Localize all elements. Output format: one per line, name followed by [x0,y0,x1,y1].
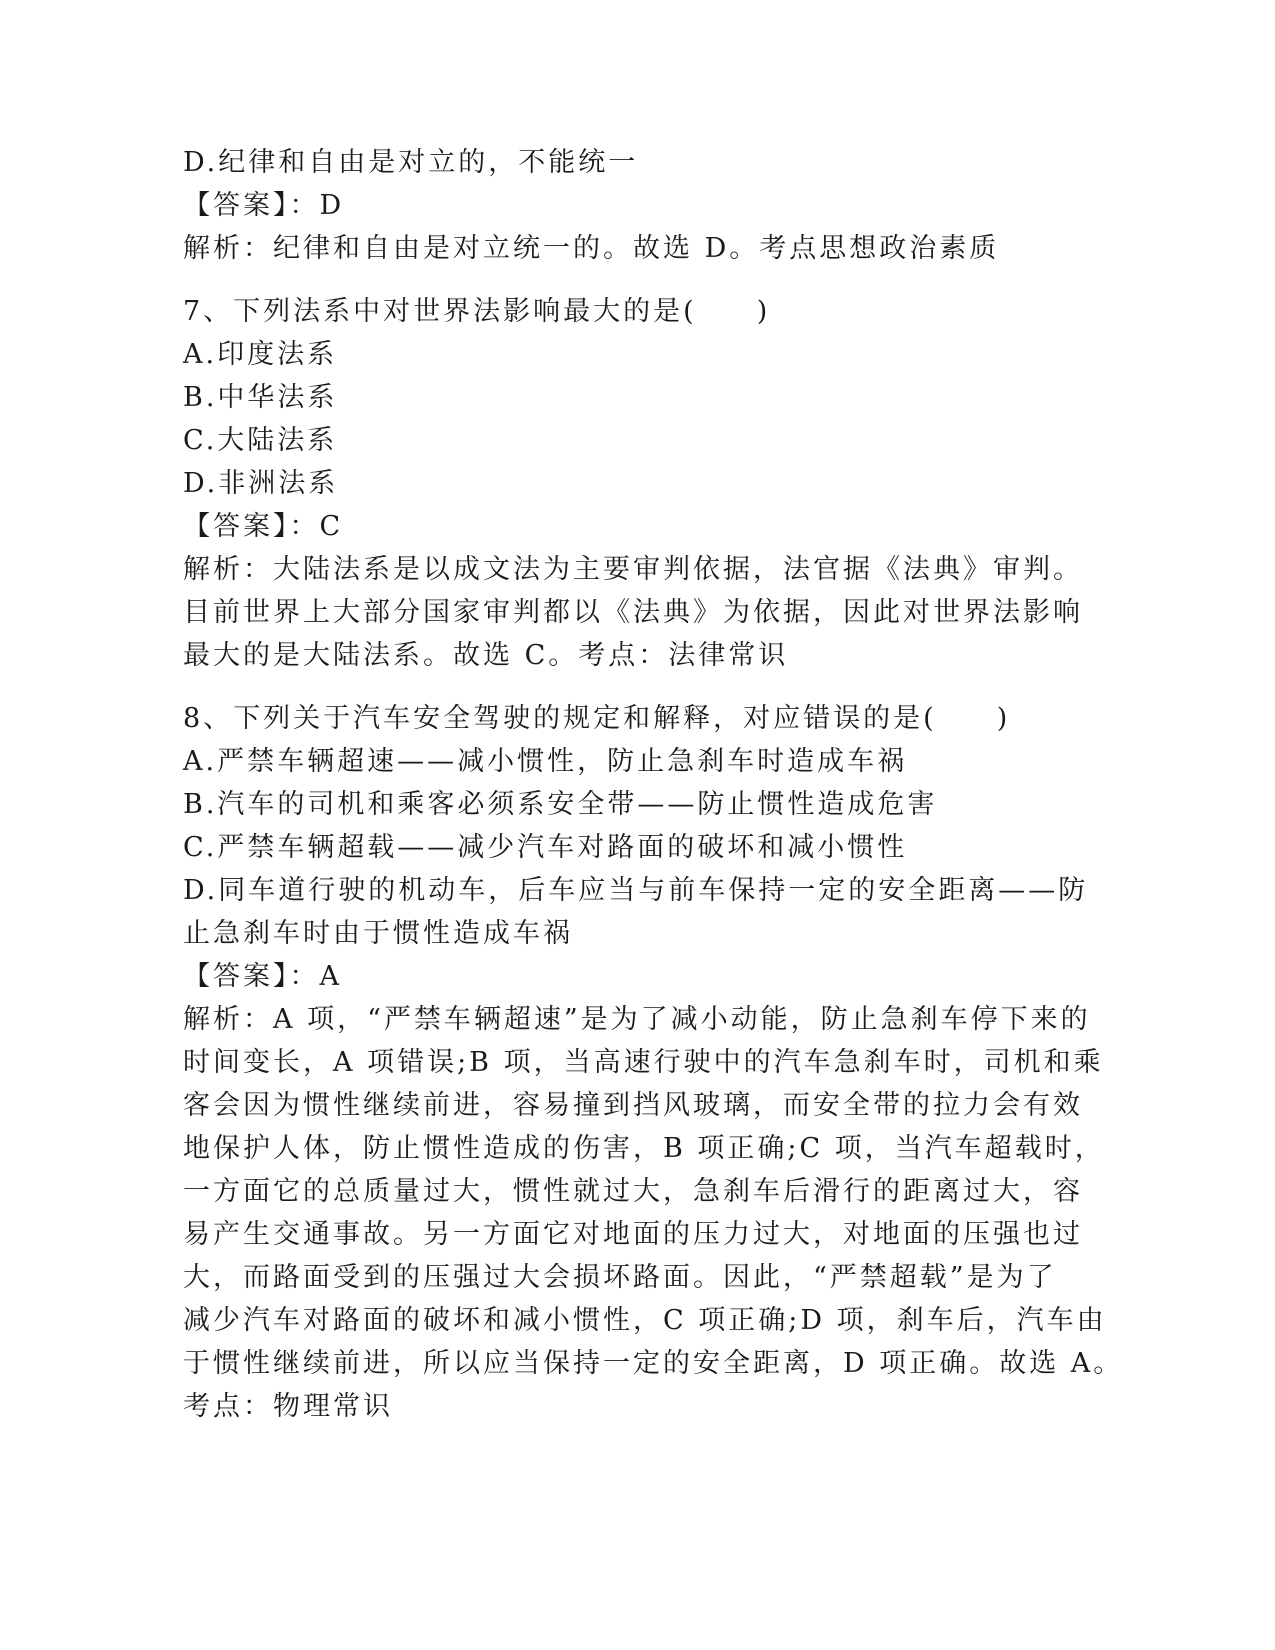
q8-analysis-line: 考点：物理常识 [183,1391,393,1422]
q7-option-c: C.大陆法系 [183,425,338,456]
q7-question: 7、下列法系中对世界法影响最大的是( ) [183,296,771,327]
q8-option-d [183,869,1089,955]
q8-analysis-line: 大，而路面受到的压强过大会损坏路面。因此，“严禁超载”是为了 [183,1262,1057,1293]
q6-answer: 【答案】：D [183,190,345,221]
q7-analysis-line: 解析：大陆法系是以成文法为主要审判依据，法官据《法典》审判。 [183,554,1083,585]
q8-analysis-line: 易产生交通事故。另一方面它对地面的压力过大，对地面的压强也过 [183,1219,1083,1250]
q8-option-d-line: D.同车道行驶的机动车，后车应当与前车保持一定的安全距离——防 [183,875,1089,906]
document-page [183,141,1124,1428]
q6-option-d: D.纪律和自由是对立的，不能统一 [183,147,639,178]
spacer [183,270,1063,290]
q8-option-b: B.汽车的司机和乘客必须系安全带——防止惯性造成危害 [183,789,938,820]
q8-analysis-line: 于惯性继续前进，所以应当保持一定的安全距离，D 项正确。故选 A。 [183,1348,1124,1379]
q8-analysis-line: 客会因为惯性继续前进，容易撞到挡风玻璃，而安全带的拉力会有效 [183,1090,1083,1121]
q7-analysis-line: 最大的是大陆法系。故选 C。考点：法律常识 [183,640,789,671]
q6-analysis: 解析：纪律和自由是对立统一的。故选 D。考点思想政治素质 [183,233,1000,264]
q8-question: 8、下列关于汽车安全驾驶的规定和解释，对应错误的是( ) [183,703,1011,734]
q8-option-a: A.严禁车辆超速——减小惯性，防止急刹车时造成车祸 [183,746,908,777]
q7-option-d: D.非洲法系 [183,468,339,499]
q7-option-a: A.印度法系 [183,339,338,370]
q7-option-b: B.中华法系 [183,382,338,413]
spacer [183,677,1063,697]
q7-analysis [183,548,1083,677]
q8-analysis-line: 解析：A 项，“严禁车辆超速”是为了减小动能，防止急刹车停下来的 [183,1004,1091,1035]
q8-option-d-line: 止急刹车时由于惯性造成车祸 [183,918,573,949]
q8-analysis-line: 地保护人体，防止惯性造成的伤害，B 项正确;C 项，当汽车超载时， [183,1133,1105,1164]
q8-analysis-line: 一方面它的总质量过大，惯性就过大，急刹车后滑行的距离过大，容 [183,1176,1083,1207]
q8-analysis [183,998,1124,1428]
q7-analysis-line: 目前世界上大部分国家审判都以《法典》为依据，因此对世界法影响 [183,597,1083,628]
q8-analysis-line: 减少汽车对路面的破坏和减小惯性，C 项正确;D 项，刹车后，汽车由 [183,1305,1107,1336]
q7-answer: 【答案】：C [183,511,344,542]
q8-option-c: C.严禁车辆超载——减少汽车对路面的破坏和减小惯性 [183,832,908,863]
q8-analysis-line: 时间变长，A 项错误;B 项，当高速行驶中的汽车急刹车时，司机和乘 [183,1047,1104,1078]
q8-answer: 【答案】：A [183,961,342,992]
